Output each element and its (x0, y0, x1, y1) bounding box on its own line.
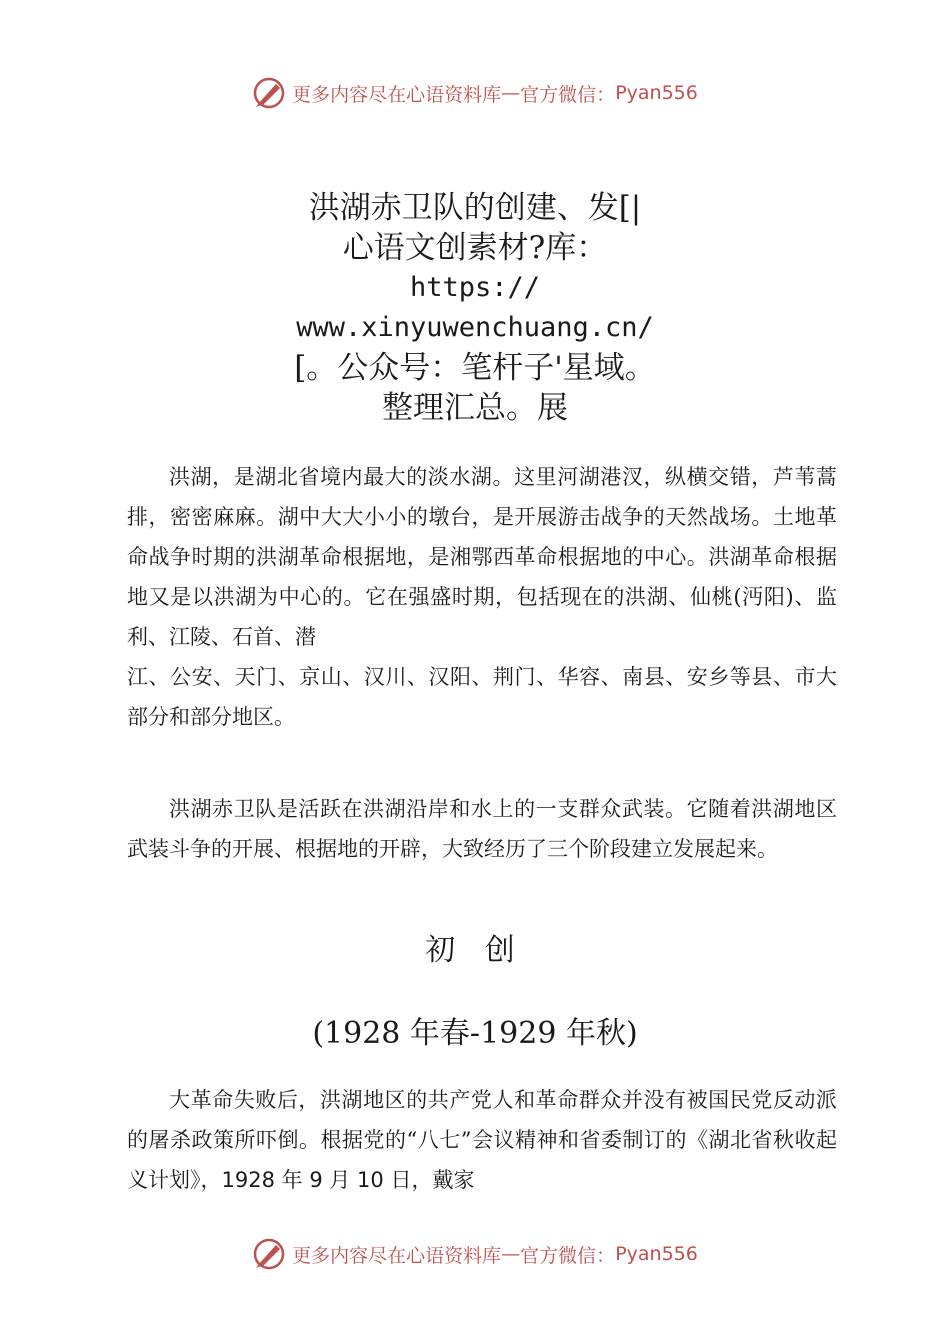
paragraph-text: 洪湖赤卫队是活跃在洪湖沿岸和水上的一支群众武装。它随着洪湖地区武装斗争的开展、根据地的开辟，大致经历了三个阶段建立发展起来。 (127, 797, 837, 861)
watermark-wechat-label: 官方微信： (520, 1244, 616, 1267)
paragraph-segment: 日，戴家 (383, 1168, 475, 1192)
document-title (0, 188, 950, 428)
watermark-separator: — (501, 1243, 521, 1265)
watermark-text: 更多内容尽在心语资料库 (292, 1244, 502, 1267)
watermark-wechat-id: Pyan556 (615, 1243, 698, 1265)
date-unit: 月 (322, 1168, 358, 1192)
watermark-separator: — (501, 82, 521, 104)
title-line: [。公众号：笔杆子'星域。 (294, 350, 656, 386)
section-heading: 初 创 (425, 933, 525, 968)
title-line: 洪湖赤卫队的创建、发[| (308, 190, 642, 226)
paragraph-text: 洪湖，是湖北省境内最大的淡水湖。这里河湖港汊，纵横交错，芦苇蒿排，密密麻麻。湖中大大小小的墩台，是开展游击战争的天然战场。土地革命战争时期的洪湖革命根据地，是湘鄂西革命根据地的中心。洪湖革命根据地又是以洪湖为中心的。它在强盛时期，包括现在的洪湖、仙桃(沔阳)、监利、江陵、石首、潜 (127, 465, 837, 649)
date-day: 10 (357, 1168, 384, 1192)
date-year: 1928 (221, 1168, 275, 1192)
watermark-wechat-id: Pyan556 (615, 82, 698, 104)
date-month: 9 (309, 1168, 323, 1192)
title-line-url: www.xinyuwenchuang.cn/ (296, 312, 654, 343)
pen-logo-icon (252, 76, 286, 110)
section-period: (1928 年春-1929 年秋) (312, 1016, 638, 1051)
intro-paragraph-2 (127, 789, 837, 869)
date-unit: 年 (274, 1168, 310, 1192)
watermark-text: 更多内容尽在心语资料库 (292, 83, 502, 106)
paragraph-segment: 大革命失败后，洪湖地区的共产党人和革命群众并没有被国民党反动派的屠杀政策所吓倒。根据党的“八七”会议精神和省委制订的《湖北省秋收起义计划》， (127, 1088, 837, 1192)
paragraph-text (127, 1080, 837, 1200)
intro-paragraph-1 (127, 457, 837, 737)
title-line-url: https:// (409, 272, 541, 303)
watermark-banner-bottom (0, 1234, 950, 1274)
title-line: 整理汇总。展 (382, 390, 568, 426)
pen-logo-icon (252, 1237, 286, 1271)
watermark-banner-top (0, 73, 950, 113)
body-paragraph-3 (127, 1080, 837, 1200)
paragraph-text: 江、公安、天门、京山、汉川、汉阳、荆门、华容、南县、安乡等县、市大部分和部分地区。 (127, 665, 837, 729)
title-line: 心语文创素材?库： (342, 230, 608, 266)
watermark-wechat-label: 官方微信： (520, 83, 616, 106)
